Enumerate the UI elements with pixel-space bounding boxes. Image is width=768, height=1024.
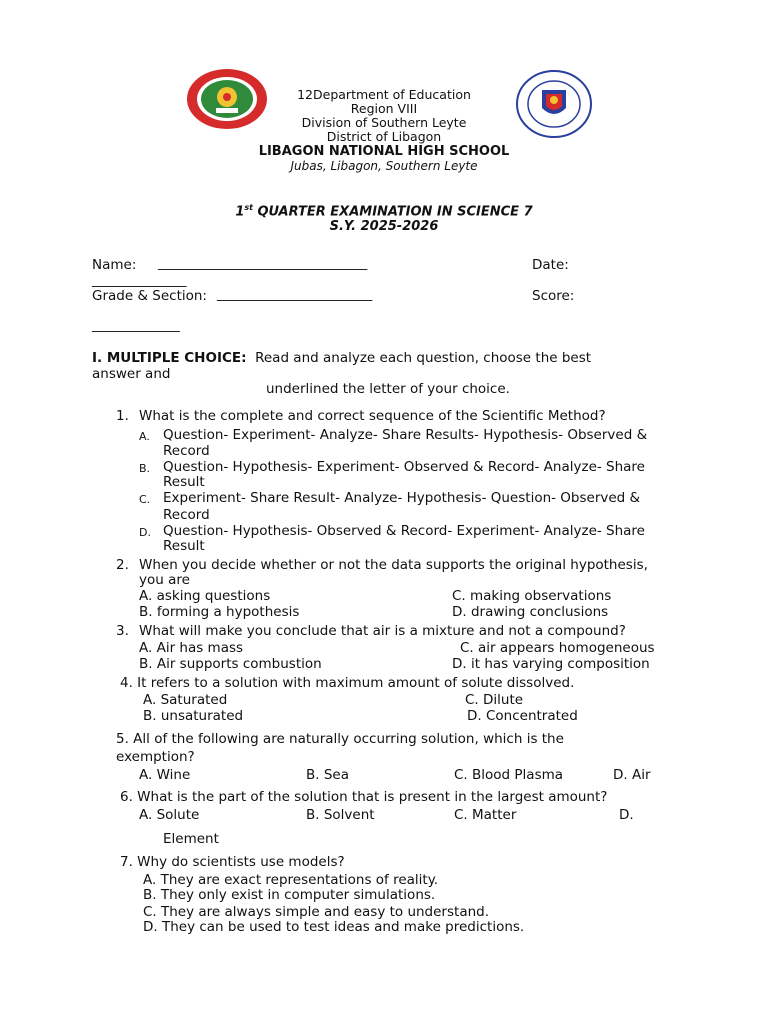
instruction-text: Read and analyze each question, choose the best	[255, 350, 592, 366]
instruction-text-cont: answer and	[92, 366, 171, 382]
name-label: Name:	[92, 257, 137, 273]
q2-option-b[interactable]: B. forming a hypothesis	[139, 604, 300, 620]
q7-option-c[interactable]: C. They are always simple and easy to understand.	[143, 904, 490, 920]
header-line-department: 12Department of Education	[297, 87, 471, 102]
exam-title-text: QUARTER EXAMINATION IN SCIENCE 7	[252, 204, 533, 220]
question-5-text-cont: exemption?	[116, 749, 195, 765]
score-label: Score:	[532, 288, 575, 304]
q1-option-d-text: Question- Hypothesis- Observed & Record- Experiment- Analyze- Share	[163, 523, 645, 539]
q1-option-b-letter[interactable]: B.	[139, 462, 151, 475]
question-6-text: 6. What is the part of the solution that is present in the largest amount?	[120, 789, 608, 805]
q1-option-b-text-cont: Result	[163, 474, 205, 490]
question-7-text: 7. Why do scientists use models?	[120, 854, 345, 870]
q6-option-d-text: Element	[163, 831, 219, 847]
question-3-text: What will make you conclude that air is a mixture and not a compound?	[139, 623, 626, 639]
instruction-text-cont2: underlined the letter of your choice.	[266, 381, 510, 397]
q7-option-a[interactable]: A. They are exact representations of reality.	[143, 872, 439, 888]
q1-option-b-text: Question- Hypothesis- Experiment- Observed & Record- Analyze- Share	[163, 459, 645, 475]
question-5-text: 5. All of the following are naturally occurring solution, which is the	[116, 731, 564, 747]
q5-option-d[interactable]: D. Air	[613, 767, 651, 783]
q4-option-b[interactable]: B. unsaturated	[143, 708, 244, 724]
q3-option-d[interactable]: D. it has varying composition	[452, 656, 650, 672]
q5-option-b[interactable]: B. Sea	[306, 767, 349, 783]
section-label: I. MULTIPLE CHOICE:	[92, 350, 247, 366]
q6-option-c[interactable]: C. Matter	[454, 807, 517, 823]
q1-option-a-letter[interactable]: A.	[139, 430, 150, 443]
exam-title-number: 1	[235, 204, 245, 220]
q3-option-b[interactable]: B. Air supports combustion	[139, 656, 322, 672]
q3-option-c[interactable]: C. air appears homogeneous	[460, 640, 655, 656]
school-address: Jubas, Libagon, Southern Leyte	[290, 159, 478, 173]
school-year: S.Y. 2025-2026	[329, 219, 439, 234]
question-1-text: What is the complete and correct sequence of the Scientific Method?	[139, 408, 606, 424]
q1-option-d-text-cont: Result	[163, 538, 205, 554]
question-2-text-cont: you are	[139, 572, 190, 588]
question-2-number: 2.	[116, 557, 129, 573]
question-4-text: 4. It refers to a solution with maximum amount of solute dissolved.	[120, 675, 575, 691]
q4-option-d[interactable]: D. Concentrated	[467, 708, 578, 724]
q4-option-a[interactable]: A. Saturated	[143, 692, 228, 708]
question-3-number: 3.	[116, 623, 129, 639]
q1-option-a-text-cont: Record	[163, 443, 210, 459]
exam-title-superscript: st	[244, 203, 253, 212]
date-field-line[interactable]: ______________	[92, 272, 187, 288]
q5-option-a[interactable]: A. Wine	[139, 767, 191, 783]
q3-option-a[interactable]: A. Air has mass	[139, 640, 244, 656]
q1-option-c-text-cont: Record	[163, 507, 210, 523]
q6-option-b[interactable]: B. Solvent	[306, 807, 375, 823]
score-field-line[interactable]: _____________	[92, 317, 180, 333]
q1-option-d-letter[interactable]: D.	[139, 526, 151, 539]
q6-option-d-letter[interactable]: D.	[619, 807, 634, 823]
question-2-text: When you decide whether or not the data supports the original hypothesis,	[139, 557, 648, 573]
q2-option-c[interactable]: C. making observations	[452, 588, 612, 604]
question-1-number: 1.	[116, 408, 129, 424]
q1-option-a-text: Question- Experiment- Analyze- Share Results- Hypothesis- Observed &	[163, 427, 648, 443]
header-line-division: Division of Southern Leyte	[301, 115, 467, 130]
date-label: Date:	[532, 257, 569, 273]
q7-option-d[interactable]: D. They can be used to test ideas and make predictions.	[143, 919, 525, 935]
exam-title	[184, 203, 584, 219]
name-field-line[interactable]: _______________________________	[158, 255, 368, 271]
q1-option-c-letter[interactable]: C.	[139, 493, 151, 506]
section-instruction	[92, 350, 591, 366]
q2-option-a[interactable]: A. asking questions	[139, 588, 271, 604]
header-line-region: Region VIII	[350, 101, 418, 116]
q4-option-c[interactable]: C. Dilute	[465, 692, 524, 708]
header-line-district: District of Libagon	[326, 129, 442, 144]
grade-section-label: Grade & Section:	[92, 288, 207, 304]
grade-section-field-line[interactable]: _______________________	[217, 286, 373, 302]
q5-option-c[interactable]: C. Blood Plasma	[454, 767, 564, 783]
q6-option-a[interactable]: A. Solute	[139, 807, 200, 823]
q1-option-c-text: Experiment- Share Result- Analyze- Hypothesis- Question- Observed &	[163, 490, 641, 506]
school-name: LIBAGON NATIONAL HIGH SCHOOL	[258, 144, 510, 159]
q2-option-d[interactable]: D. drawing conclusions	[452, 604, 609, 620]
q7-option-b[interactable]: B. They only exist in computer simulations.	[143, 887, 436, 903]
